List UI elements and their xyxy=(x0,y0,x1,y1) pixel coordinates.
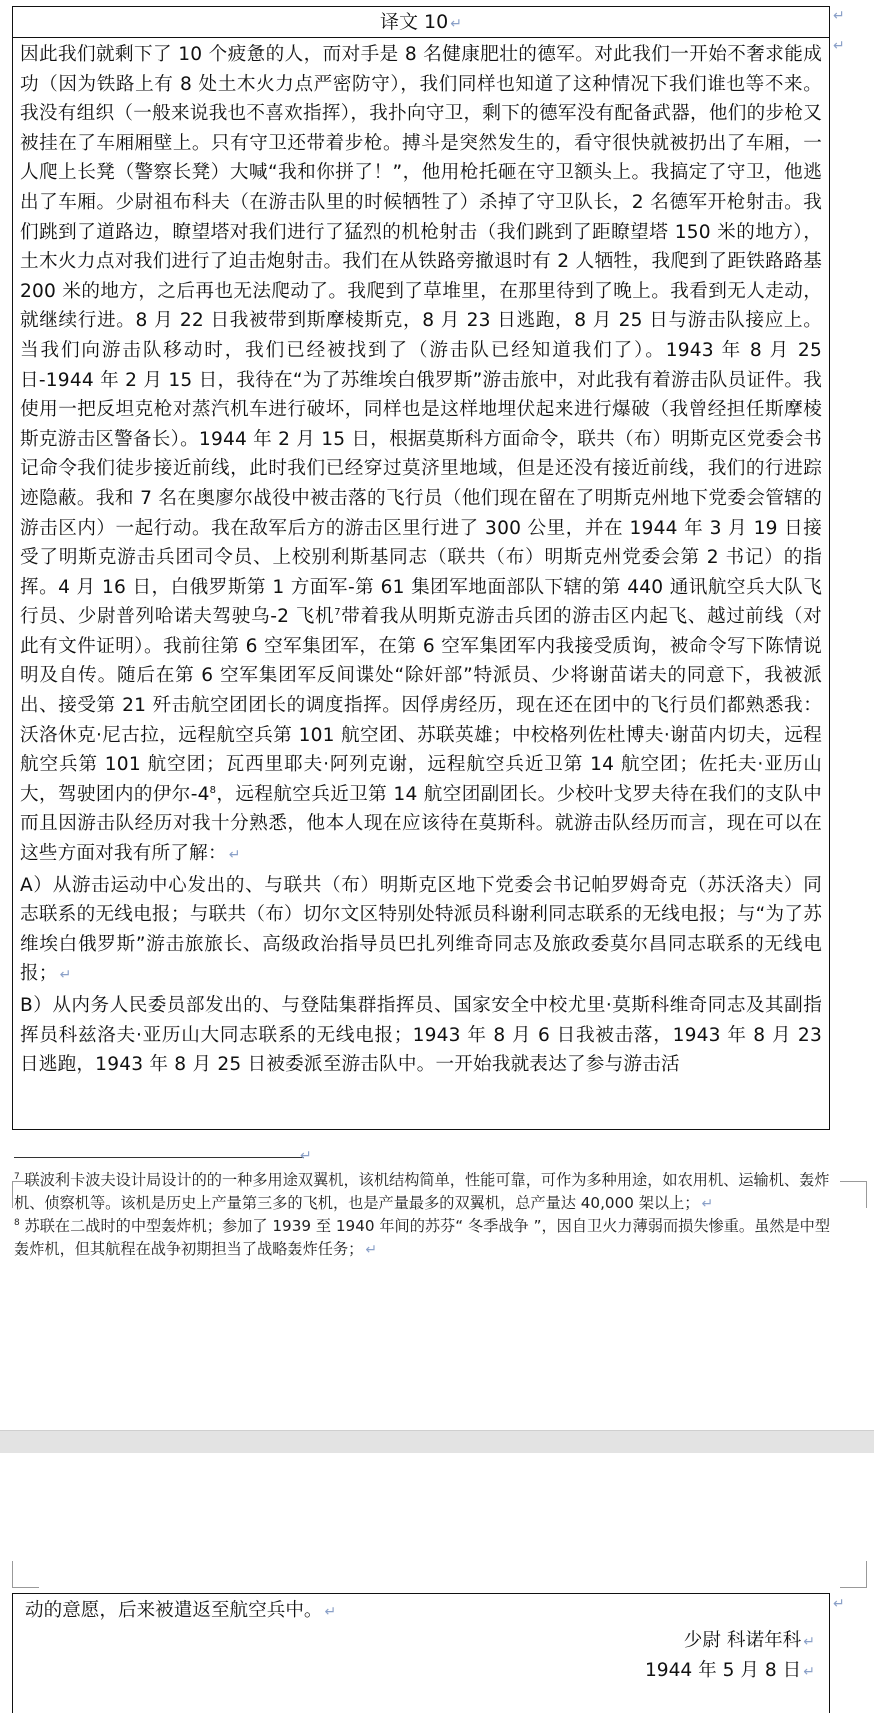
continuation-text: 动的意愿，后来被遣返至航空兵中。 xyxy=(25,1600,323,1621)
signature: 少尉 科诺年科 xyxy=(683,1630,802,1651)
paragraph-mark-icon: ↵ xyxy=(365,1241,378,1258)
paragraph-mark-icon: ↵ xyxy=(59,967,72,984)
page-break-gap xyxy=(0,1430,874,1454)
paragraph-mark-icon: ↵ xyxy=(228,847,241,864)
list-item-b xyxy=(20,991,822,1080)
crop-mark-top-right xyxy=(840,1181,867,1208)
paragraph-mark-icon: ↵ xyxy=(450,16,462,32)
end-of-row-mark-icon: ↵ xyxy=(833,8,845,24)
signature-date: 1944 年 5 月 8 日 xyxy=(644,1660,802,1681)
table-title-cell[interactable] xyxy=(13,7,829,38)
paragraph-mark-icon: ↵ xyxy=(701,1195,714,1212)
table-body-cell[interactable] xyxy=(13,38,829,1080)
date-line xyxy=(645,1656,815,1687)
footnote-separator xyxy=(14,1157,304,1158)
list-item-b-text: B）从内务人民委员部发出的、与登陆集群指挥员、国家安全中校尤里·莫斯科维奇同志及其副指挥员科兹洛夫·亚历山大同志联系的无线电报；1943 年 8 月 6 日我被击落，1943 年 8 月 23 日逃跑，1943 年 8 月 25 日被委派至游击队中。一开始我就表达了参与游击活 xyxy=(20,995,822,1076)
paragraph-mark-icon: ↵ xyxy=(803,1634,815,1650)
paragraph-mark-icon: ↵ xyxy=(300,1148,312,1164)
signature-line xyxy=(684,1626,815,1657)
footnote-text: 联波利卡波夫设计局设计的的一种多用途双翼机，该机结构简单，性能可靠，可作为多种用途，如农用机、运输机、轰炸机、侦察机等。该机是历史上产量第三多的飞机，也是产量最多的双翼机，总产量达 40,000 架以上； xyxy=(14,1171,830,1212)
continuation-text-line xyxy=(25,1596,336,1627)
footnote-number: 7 xyxy=(14,1171,20,1182)
crop-mark-bottom-left xyxy=(12,1561,39,1588)
body-text-part-2: 带着我从明斯克游击兵团的游击区内起飞、越过前线（对此有文件证明）。我前往第 6 空军集团军，在第 6 空军集团军内我接受质询，被命令写下陈情说明及自传。随后在第 6 空军集团军反间谍处“除奸部”特派员、少将谢苗诺夫的同意下，我被派出、接受第 21 歼击航空团团长的调度指挥。因俘虏经历，现在还在团中的飞行员们都熟悉我：沃洛休克·尼古拉，远程航空兵第 101 航空团、苏联英雄；中校格列佐杜博夫·谢苗内切夫，远程航空兵第 101 航空团；瓦西里耶夫·阿列克谢，远程航空兵近卫第 14 航空团；佐托夫·亚历山大，驾驶团内的伊尔-4 xyxy=(20,606,822,805)
table-title: 译文 10 xyxy=(380,11,449,33)
footnote-7[interactable] xyxy=(14,1169,832,1215)
end-of-cell-mark-icon: ↵ xyxy=(833,38,845,54)
paragraph-mark-icon: ↵ xyxy=(324,1604,337,1620)
body-paragraph xyxy=(20,40,822,871)
body-text-part-3: ，远程航空兵近卫第 14 航空团副团长。少校叶戈罗夫待在我们的支队中而且因游击队经历对我十分熟悉，他本人现在应该待在莫斯科。就游击队经历而言，现在可以在这些方面对我有所了解： xyxy=(20,783,822,865)
paragraph-mark-icon: ↵ xyxy=(803,1664,815,1680)
body-text-part-1: 因此我们就剩下了 10 个疲惫的人，而对手是 8 名健康肥壮的德军。对此我们一开始不奢求能成功（因为铁路上有 8 处土木火力点严密防守），我们同样也知道了这种情况下我们谁也等不来。我没有组织（一般来说我也不喜欢指挥），我扑向守卫，剩下的德军没有配备武器，他们的步枪又被挂在了车厢厢壁上。只有守卫还带着步枪。搏斗是突然发生的，看守很快就被扔出了车厢，一人爬上长凳（警察长凳）大喊“我和你拼了！”，他用枪托砸在守卫额头上。我搞定了守卫，他逃出了车厢。少尉祖布科夫（在游击队里的时候牺牲了）杀掉了守卫队长，2 名德军开枪射击。我们跳到了道路边，瞭望塔对我们进行了猛烈的机枪射击（我们跳到了距瞭望塔 150 米的地方），土木火力点对我们进行了迫击炮射击。我们在从铁路旁撤退时有 2 人牺牲，我爬到了距铁路路基 200 米的地方，之后再也无法爬动了。我爬到了草堆里，在那里待到了晚上。我看到无人走动，就继续行进。8 月 22 日我被带到斯摩棱斯克，8 月 23 日逃跑，8 月 25 日与游击队接应上。当我们向游击队移动时，我们已经被找到了（游击队已经知道我们了）。1943 年 8 月 25 日-1944 年 2 月 15 日，我待在“为了苏维埃白俄罗斯”游击旅中，对此我有着游击队员证件。我使用一把反坦克枪对蒸汽机车进行破坏，同样也是这样地埋伏起来进行爆破（我曾经担任斯摩棱斯克游击区警备长）。1944 年 2 月 15 日，根据莫斯科方面命令，联共（布）明斯克区党委会书记命令我们徒步接近前线，此时我们已经穿过莫济里地域，但是还没有接近前线，我们的行进踪迹隐蔽。我和 7 名在奥廖尔战役中被击落的飞行员（他们现在留在了明斯克州地下党委会管辖的游击区内）一起行动。我在敌军后方的游击区里行进了 300 公里，并在 1944 年 3 月 19 日接受了明斯克游击兵团司令员、上校别利斯基同志（联共（布）明斯克州党委会第 2 书记）的指挥。4 月 16 日，白俄罗斯第 1 方面军-第 61 集团军地面部队下辖的第 440 通讯航空兵大队飞行员、少尉普列哈诺夫驾驶乌-2 飞机 xyxy=(20,44,822,628)
list-item-a xyxy=(20,871,822,991)
footnote-text: 苏联在二战时的中型轰炸机；参加了 1939 至 1940 年间的苏芬“ 冬季战争 ”，因自卫火力薄弱而损失惨重。虽然是中型轰炸机，但其航程在战争初期担当了战略轰炸任务； xyxy=(14,1217,831,1258)
footnote-8[interactable] xyxy=(14,1215,832,1261)
list-item-a-text: A）从游击运动中心发出的、与联共（布）明斯克区地下党委会书记帕罗姆奇克（苏沃洛夫）同志联系的无线电报；与联共（布）切尔文区特别处特派员科谢利同志联系的无线电报；与“为了苏维埃白俄罗斯”游击旅旅长、高级政治指导员巴扎列维奇同志及旅政委莫尔昌同志联系的无线电报； xyxy=(20,874,822,985)
crop-mark-top-left xyxy=(12,1181,39,1208)
translation-table-continued[interactable] xyxy=(12,1593,830,1713)
footnote-number: 8 xyxy=(14,1217,20,1228)
footnotes xyxy=(14,1169,832,1261)
translation-table xyxy=(12,6,830,1130)
crop-mark-bottom-right xyxy=(840,1561,867,1588)
footnote-ref-7[interactable]: 7 xyxy=(334,607,341,619)
footnote-ref-8[interactable]: 8 xyxy=(209,784,217,796)
end-of-row-mark-icon: ↵ xyxy=(833,1596,845,1612)
